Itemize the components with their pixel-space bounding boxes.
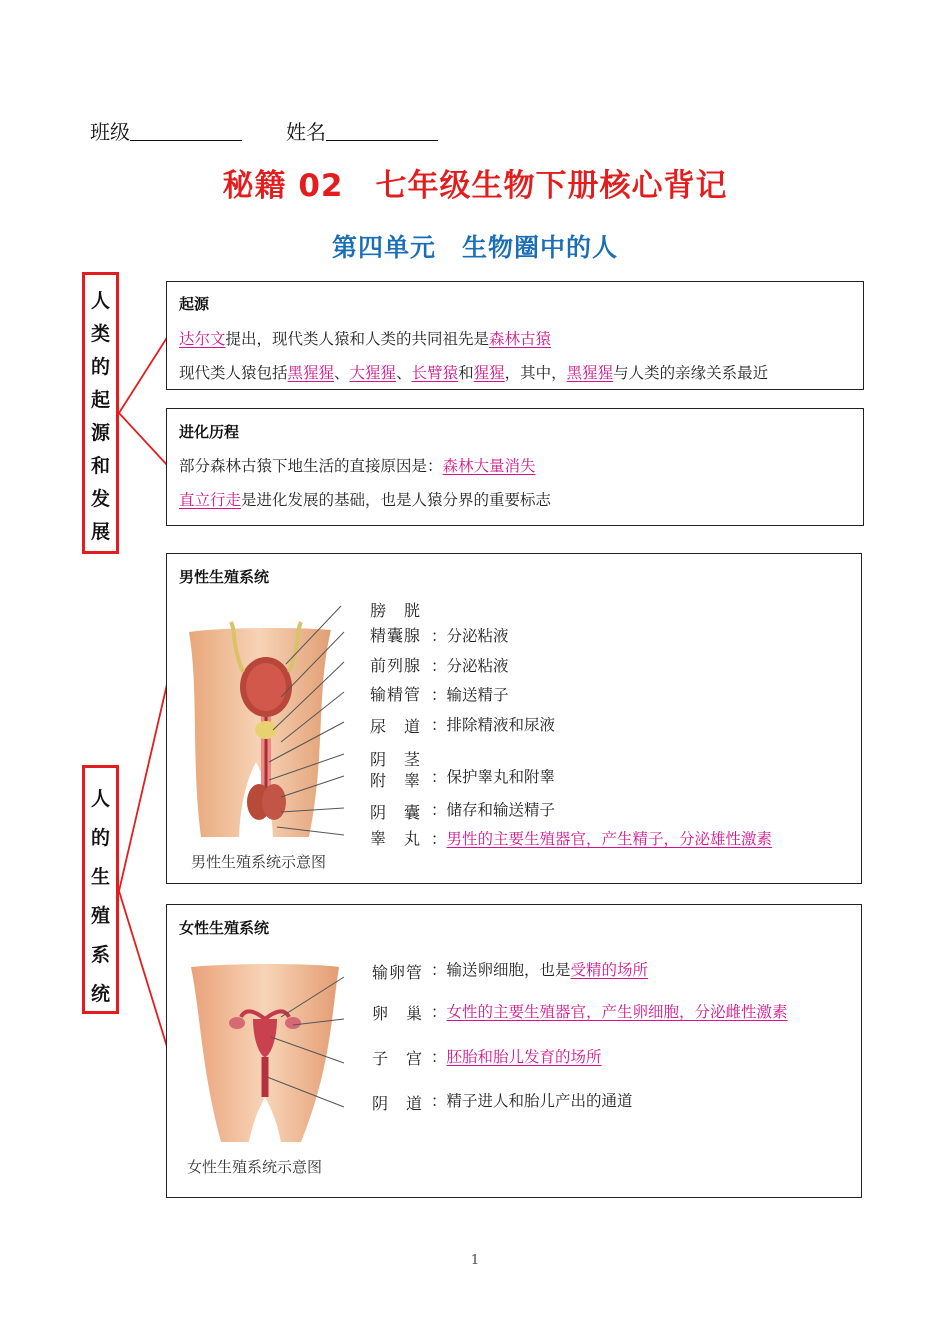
desc-testis bbox=[431, 827, 772, 849]
organ-seminal-vesicle: 精囊腺 bbox=[370, 626, 422, 645]
desc-fallopian-tube-text: ：输送卵细胞，也是 bbox=[431, 961, 571, 979]
male-diagram-caption: 男性生殖系统示意图 bbox=[191, 853, 327, 871]
unit-subtitle: 第四单元 生物圈中的人 bbox=[331, 233, 618, 262]
highlight-gorilla: 大猩猩 bbox=[349, 364, 397, 382]
desc-seminal-vesicle: ：分泌粘液 bbox=[431, 627, 509, 645]
sep-3: 和 bbox=[458, 364, 474, 382]
organ-bladder: 膀 胱 bbox=[370, 601, 422, 620]
evolution-box-title: 进化历程 bbox=[179, 423, 240, 441]
highlight-forest-loss: 森林大量消失 bbox=[442, 457, 536, 475]
desc-vagina: ：精子进人和胎儿产出的通道 bbox=[431, 1092, 633, 1110]
sep-1: 、 bbox=[334, 364, 350, 382]
highlight-ovary: 女性的主要生殖器官，产生卵细胞，分泌雌性激素 bbox=[446, 1003, 788, 1021]
organ-uterus: 子 宫 bbox=[372, 1049, 424, 1068]
evolution-box bbox=[166, 408, 864, 526]
page-number: 1 bbox=[470, 1253, 480, 1268]
name-label: 姓名 bbox=[286, 120, 326, 144]
origin-line-2-text-b: ，其中， bbox=[504, 364, 567, 382]
desc-urethra: ：排除精液和尿液 bbox=[431, 716, 556, 734]
sep-2: 、 bbox=[396, 364, 412, 382]
desc-prostate: ：分泌粘液 bbox=[431, 657, 509, 675]
organ-testis: 睾 丸 bbox=[370, 829, 422, 848]
origin-line-1-text: 提出，现代类人猿和人类的共同祖先是 bbox=[225, 330, 490, 348]
origin-box bbox=[166, 281, 864, 390]
desc-uterus-colon: ： bbox=[431, 1048, 447, 1066]
origin-line-2-text-c: 与人类的亲缘关系最近 bbox=[613, 364, 769, 382]
organ-ovary: 卵 巢 bbox=[372, 1004, 424, 1023]
origin-side-label-text: 人类的起源和发展 bbox=[91, 290, 111, 543]
evolution-line-1-text: 部分森林古猿下地生活的直接原因是： bbox=[179, 457, 443, 475]
highlight-fertilization-site: 受精的场所 bbox=[570, 961, 649, 979]
desc-ovary bbox=[431, 1000, 788, 1022]
class-label: 班级 bbox=[90, 120, 130, 144]
highlight-bipedalism: 直立行走 bbox=[179, 491, 242, 509]
male-system-box bbox=[166, 553, 862, 884]
male-box-title: 男性生殖系统 bbox=[179, 568, 270, 586]
organ-urethra: 尿 道 bbox=[370, 717, 422, 736]
highlight-chimpanzee-closest: 黑猩猩 bbox=[566, 364, 614, 382]
origin-side-label bbox=[82, 272, 119, 554]
highlight-chimpanzee: 黑猩猩 bbox=[287, 364, 335, 382]
desc-fallopian-tube bbox=[431, 958, 648, 980]
highlight-testis: 男性的主要生殖器官，产生精子，分泌雄性激素 bbox=[446, 830, 773, 848]
organ-scrotum: 阴 囊 bbox=[370, 803, 422, 822]
origin-line-1 bbox=[179, 327, 551, 349]
page-title: 秘籍 02 七年级生物下册核心背记 bbox=[222, 168, 728, 204]
organ-prostate: 前列腺 bbox=[370, 656, 422, 675]
organ-fallopian-tube: 输卵管 bbox=[372, 963, 424, 982]
highlight-forest-ape: 森林古猿 bbox=[489, 330, 552, 348]
female-box-title: 女性生殖系统 bbox=[179, 919, 270, 937]
organ-penis: 阴 茎 bbox=[370, 750, 422, 769]
organ-epididymis: 附 睾 bbox=[370, 771, 422, 790]
reproduction-side-label bbox=[82, 765, 119, 1014]
organ-vagina: 阴 道 bbox=[372, 1094, 424, 1113]
desc-epididymis: ：保护睾丸和附睾 bbox=[431, 768, 556, 786]
female-diagram-caption: 女性生殖系统示意图 bbox=[187, 1158, 323, 1176]
highlight-uterus: 胚胎和胎儿发育的场所 bbox=[446, 1048, 602, 1066]
highlight-gibbon: 长臂猿 bbox=[411, 364, 459, 382]
highlight-darwin: 达尔文 bbox=[179, 330, 226, 348]
evolution-line-2-text: 是进化发展的基础，也是人猿分界的重要标志 bbox=[241, 491, 552, 509]
desc-ovary-colon: ： bbox=[431, 1003, 447, 1021]
desc-testis-colon: ： bbox=[431, 830, 447, 848]
origin-line-2 bbox=[179, 361, 768, 383]
origin-box-title: 起源 bbox=[179, 295, 210, 313]
origin-line-2-text-a: 现代类人猿包括 bbox=[179, 364, 288, 382]
evolution-line-1 bbox=[179, 454, 536, 476]
desc-vas-deferens: ：输送精子 bbox=[431, 686, 509, 704]
evolution-line-2 bbox=[179, 488, 551, 510]
highlight-orangutan: 猩猩 bbox=[473, 364, 505, 382]
desc-uterus bbox=[431, 1045, 602, 1067]
female-system-box bbox=[166, 904, 862, 1198]
reproduction-side-label-text: 人的生殖系统 bbox=[91, 788, 111, 1005]
organ-vas-deferens: 输精管 bbox=[370, 685, 422, 704]
desc-scrotum: ：储存和输送精子 bbox=[431, 801, 556, 819]
